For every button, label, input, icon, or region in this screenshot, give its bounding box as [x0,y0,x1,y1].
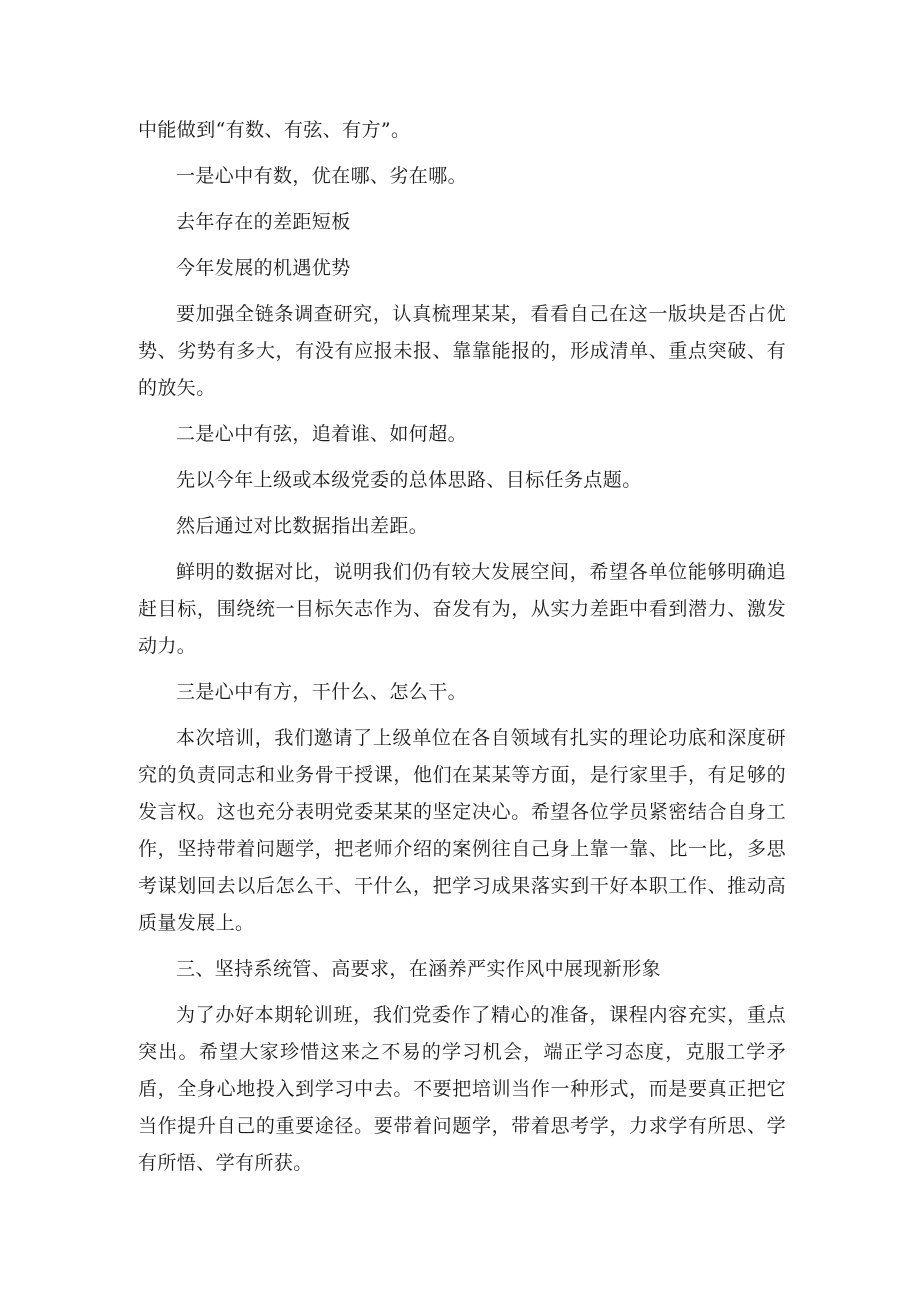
section-heading-three: 三、坚持系统管、高要求，在涵养严实作风中展现新形象 [176,958,662,980]
paragraph-preparation: 为了办好本期轮训班，我们党委作了精心的准备，课程内容充实，重点突出。希望大家珍惜这来之不易的学习机会，端正学习态度，克服工学矛盾，全身心地投入到学习中去。不要把培训当作一种形式，而是要真正把它当作提升自己的重要途径。要带着问题学，带着思考学，力求学有所思、学有所悟、学有所获。 [138,1004,786,1174]
paragraph-continuation: 中能做到“有数、有弦、有方”。 [138,119,411,141]
paragraph-point-two: 二是心中有弦，追着谁、如何超。 [176,423,468,445]
paragraph-point-three: 三是心中有方，干什么、怎么干。 [176,681,468,703]
paragraph-compare-data: 然后通过对比数据指出差距。 [176,515,429,537]
paragraph-data-contrast: 鲜明的数据对比，说明我们仍有较大发展空间，希望各单位能够明确追赶目标，围绕统一目标矢志作为、奋发有为，从实力差距中看到潜力、激发动力。 [138,561,786,657]
paragraph-training: 本次培训，我们邀请了上级单位在各自领域有扎实的理论功底和深度研究的负责同志和业务骨干授课，他们在某某等方面，是行家里手，有足够的发言权。这也充分表明党委某某的坚定决心。希望各位学员紧密结合自身工作，坚持带着问题学，把老师介绍的案例往自己身上靠一靠、比一比，多思考谋划回去以后怎么干、干什么，把学习成果落实到干好本职工作、推动高质量发展上。 [138,727,786,934]
paragraph-theme: 先以今年上级或本级党委的总体思路、目标任务点题。 [176,469,642,491]
paragraph-last-year-gaps: 去年存在的差距短板 [176,211,351,233]
paragraph-point-one: 一是心中有数，优在哪、劣在哪。 [176,165,468,187]
document-body [138,112,786,1182]
paragraph-research: 要加强全链条调查研究，认真梳理某某，看看自己在这一版块是否占优势、劣势有多大，有没有应报未报、靠靠能报的，形成清单、重点突破、有的放矢。 [138,303,786,399]
paragraph-this-year-opportunities: 今年发展的机遇优势 [176,257,351,279]
